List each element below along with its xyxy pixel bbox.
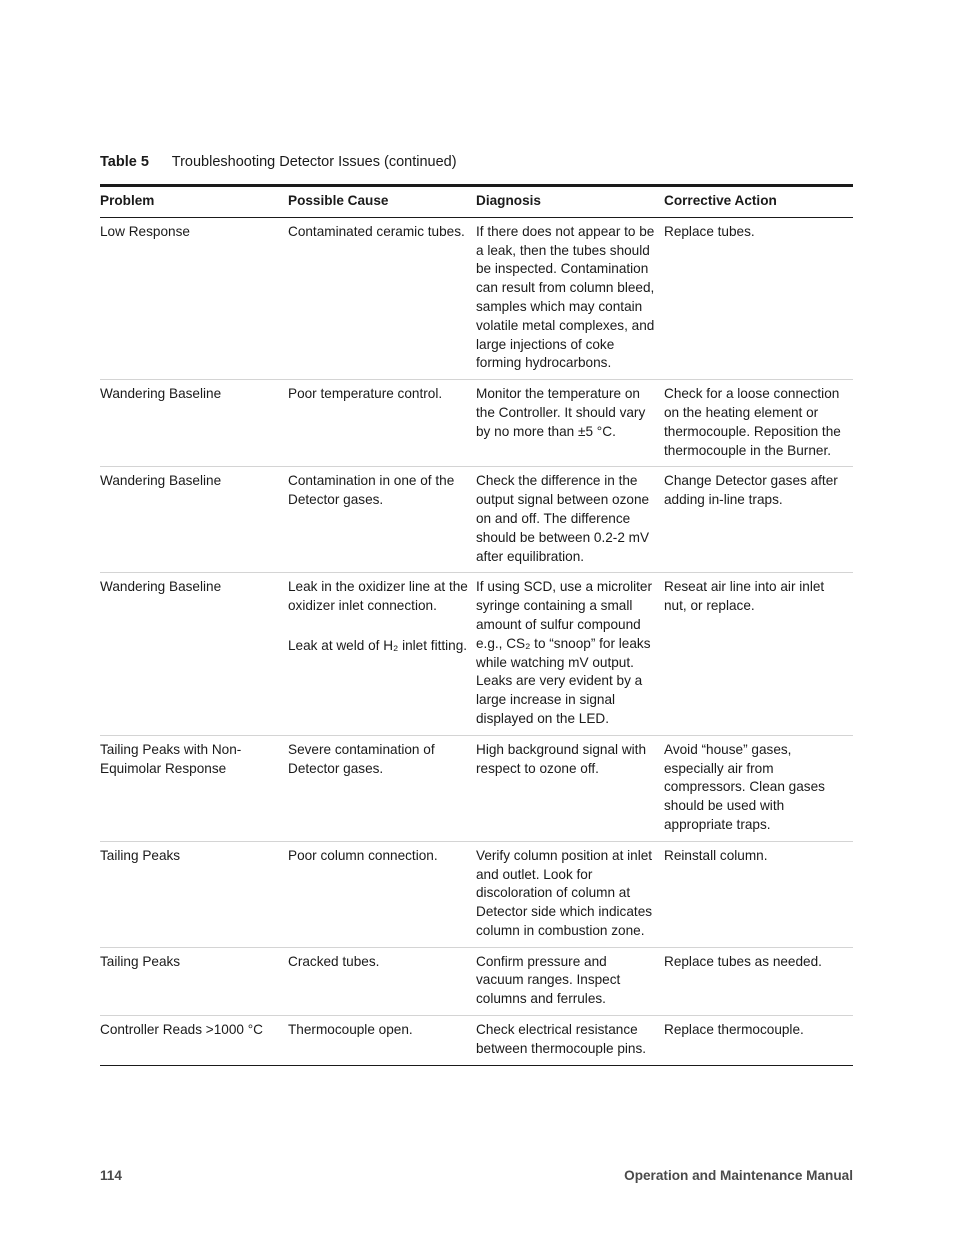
- table-row: [100, 947, 853, 1015]
- problem-cell: Tailing Peaks: [100, 841, 288, 947]
- page-number: 114: [100, 1168, 122, 1183]
- action-cell: Replace tubes as needed.: [664, 947, 853, 1015]
- cause-cell: [288, 947, 476, 1015]
- table-row: [100, 217, 853, 379]
- diagnosis-cell: Confirm pressure and vacuum ranges. Inspect columns and ferrules.: [476, 947, 664, 1015]
- action-cell: Reinstall column.: [664, 841, 853, 947]
- action-cell: Avoid “house” gases, especially air from compressors. Clean gases should be used with appropriate traps.: [664, 735, 853, 841]
- problem-cell: Wandering Baseline: [100, 573, 288, 735]
- table-row: [100, 380, 853, 467]
- cause-cell: [288, 1016, 476, 1066]
- cause-text: Poor temperature control.: [288, 386, 443, 402]
- cause-cell: [288, 573, 476, 735]
- cause-cell: [288, 380, 476, 467]
- table-row: [100, 1016, 853, 1066]
- cause-cell: [288, 217, 476, 379]
- manual-title: Operation and Maintenance Manual: [624, 1168, 853, 1183]
- action-cell: Change Detector gases after adding in-line traps.: [664, 467, 853, 573]
- action-cell: Replace tubes.: [664, 217, 853, 379]
- table-caption-title: Troubleshooting Detector Issues (continued): [171, 154, 457, 170]
- cause-cell: [288, 735, 476, 841]
- diagnosis-cell: High background signal with respect to ozone off.: [476, 735, 664, 841]
- cause-cell: [288, 467, 476, 573]
- diagnosis-cell: If there does not appear to be a leak, then the tubes should be inspected. Contamination can result from column bleed, samples which may contain volatile metal complexes, and large injections of coke forming hydrocarbons.: [476, 217, 664, 379]
- table-row: [100, 573, 853, 735]
- cause-cell: [288, 841, 476, 947]
- problem-cell: Tailing Peaks: [100, 947, 288, 1015]
- diagnosis-cell: Check electrical resistance between thermocouple pins.: [476, 1016, 664, 1066]
- cause-text: Thermocouple open.: [288, 1022, 413, 1038]
- table-row: [100, 735, 853, 841]
- action-cell: Replace thermocouple.: [664, 1016, 853, 1066]
- diagnosis-cell: Monitor the temperature on the Controller. It should vary by no more than ±5 °C.: [476, 380, 664, 467]
- cause-text: Poor column connection.: [288, 847, 438, 863]
- problem-cell: Low Response: [100, 217, 288, 379]
- table-row: [100, 841, 853, 947]
- cause-text: Leak at weld of H₂ inlet fitting.: [288, 637, 468, 653]
- header-problem: Problem: [100, 186, 288, 218]
- cause-text: Cracked tubes.: [288, 953, 380, 969]
- table-caption: [100, 152, 457, 172]
- table-body: [100, 217, 853, 1065]
- cause-text: Leak in the oxidizer line at the oxidizer inlet connection.: [288, 579, 468, 614]
- action-cell: Check for a loose connection on the heating element or thermocouple. Reposition the thermocouple in the Burner.: [664, 380, 853, 467]
- cause-text: Contamination in one of the Detector gases.: [288, 473, 455, 508]
- header-corrective-action: Corrective Action: [664, 186, 853, 218]
- cause-text: Contaminated ceramic tubes.: [288, 223, 465, 239]
- troubleshooting-table: [100, 184, 853, 1066]
- problem-cell: Wandering Baseline: [100, 467, 288, 573]
- diagnosis-cell: Check the difference in the output signal between ozone on and off. The difference should be between 0.2-2 mV after equilibration.: [476, 467, 664, 573]
- problem-cell: Controller Reads >1000 °C: [100, 1016, 288, 1066]
- problem-cell: Wandering Baseline: [100, 380, 288, 467]
- diagnosis-cell: Verify column position at inlet and outlet. Look for discoloration of column at Detector side which indicates column in combustion zone.: [476, 841, 664, 947]
- action-cell: Reseat air line into air inlet nut, or replace.: [664, 573, 853, 735]
- table-caption-label: Table 5: [100, 154, 149, 170]
- problem-cell: Tailing Peaks with Non-Equimolar Response: [100, 735, 288, 841]
- header-diagnosis: Diagnosis: [476, 186, 664, 218]
- cause-text: Severe contamination of Detector gases.: [288, 741, 435, 776]
- table-row: [100, 467, 853, 573]
- table-header-row: [100, 186, 853, 218]
- header-possible-cause: Possible Cause: [288, 186, 476, 218]
- diagnosis-cell: If using SCD, use a microliter syringe containing a small amount of sulfur compound e.g., CS₂ to “snoop” for leaks while watching mV output. Leaks are very evident by a large increase in signal displayed on the LED.: [476, 573, 664, 735]
